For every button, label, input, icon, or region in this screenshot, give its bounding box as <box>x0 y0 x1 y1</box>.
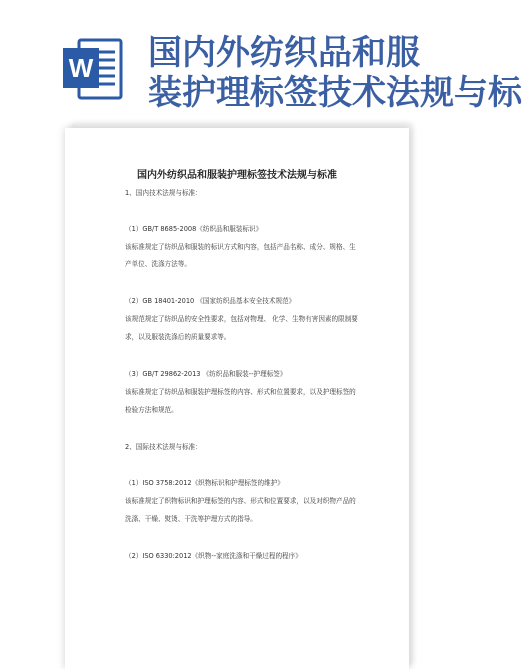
document-page <box>65 128 409 669</box>
doc-line: 洗涤、干燥、熨烫、干洗等护理方式的指导。 <box>125 515 257 523</box>
banner-title-line1: 国内外纺织品和服 <box>148 33 420 73</box>
doc-line: 该标准规定了纺织品和服装护理标签的内容、形式和位置要求，以及护理标签的 <box>125 388 356 396</box>
document-title: 国内外纺织品和服装护理标签技术法规与标准 <box>137 170 337 181</box>
doc-line: （1）ISO 3758:2012《织物标识和护理标签的维护》 <box>125 479 284 487</box>
doc-line: （3）GB/T 29862-2013 《纺织品和服装--护理标签》 <box>125 370 287 378</box>
svg-text:W: W <box>68 53 94 83</box>
doc-line: 该标准规定了纺织品和服装的标识方式和内容，包括产品名称、成分、规格、生 <box>125 243 356 251</box>
doc-line: 该标准规定了织物标识和护理标签的内容、形式和位置要求，以及对织物产品的 <box>125 497 356 505</box>
doc-line: 该规范规定了纺织品的安全性要求，包括对物理、 化学、生物有害因素的限制要 <box>125 315 358 323</box>
banner-title <box>148 33 522 113</box>
doc-line: 检验方法和规范。 <box>125 406 178 414</box>
banner-title-line2: 装护理标签技术法规与标 <box>148 73 522 113</box>
doc-line: （2）GB 18401-2010 《国家纺织品基本安全技术规范》 <box>125 297 296 305</box>
preview-banner <box>0 0 522 140</box>
doc-line: 产单位、洗涤方法等。 <box>125 260 191 268</box>
doc-line: 1、国内技术法规与标准： <box>125 189 202 197</box>
doc-line: （1）GB/T 8685-2008《纺织品和服装标识》 <box>125 225 263 233</box>
word-doc-icon <box>63 36 125 102</box>
doc-line: 求，以及服装洗涤后的质量要求等。 <box>125 333 231 341</box>
doc-line: 2、国际技术法规与标准： <box>125 443 202 451</box>
doc-line: （2）ISO 6330:2012《织物--家庭洗涤和干燥过程的程序》 <box>125 552 302 560</box>
